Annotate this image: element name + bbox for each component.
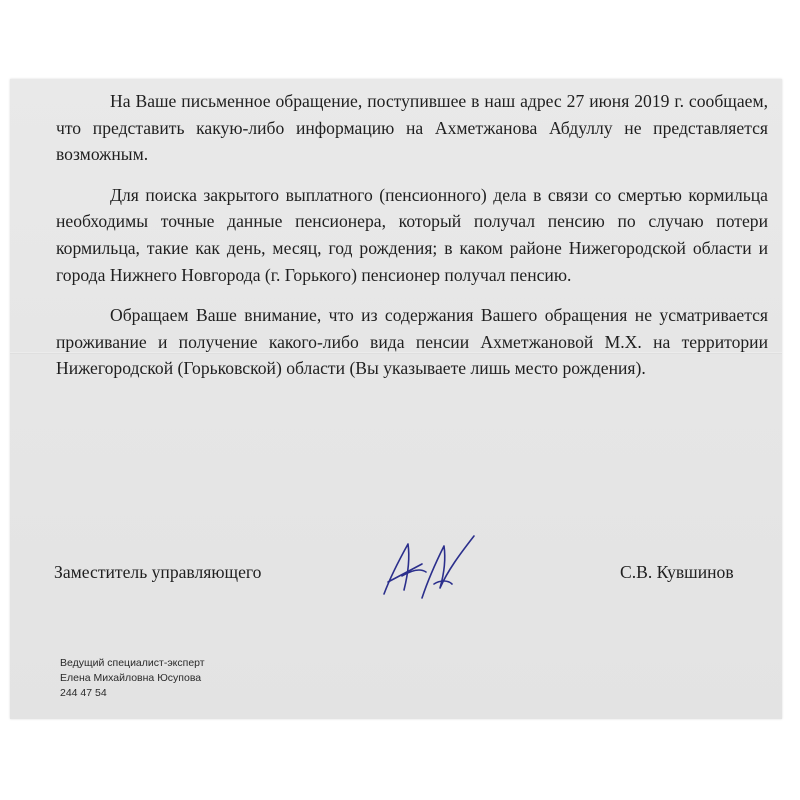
- signer-position: Заместитель управляющего: [54, 562, 262, 582]
- paragraph-1: На Ваше письменное обращение, поступившее в наш адрес 27 июня 2019 г. сообщаем, что представить какую-либо информацию на Ахметжанова Абдуллу не представляется возможным.: [56, 91, 768, 165]
- handwritten-signature: [378, 524, 490, 608]
- letter-body: [56, 88, 768, 396]
- signer-name: С.В. Кувшинов: [620, 562, 734, 582]
- executor-role: Ведущий специалист-эксперт: [60, 657, 205, 669]
- executor-name: Елена Михайловна Юсупова: [60, 672, 202, 684]
- paragraph-2: Для поиска закрытого выплатного (пенсионного) дела в связи со смертью кормильца необходимы точные данные пенсионера, который получал пенсию по случаю потери кормильца, такие как день, месяц, год рождения; в каком районе Нижегородской области и города Нижнего Новгорода (г. Горького) пенсионер получал пенсию.: [56, 184, 768, 285]
- executor-block: [60, 656, 205, 701]
- paragraph-3: Обращаем Ваше внимание, что из содержания Вашего обращения не усматривается проживание и получение какого-либо вида пенсии Ахметжановой М.Х. на территории Нижегородской (Горьковской) области (Вы указываете лишь место рождения).: [56, 305, 768, 379]
- executor-phone: 244 47 54: [60, 687, 107, 699]
